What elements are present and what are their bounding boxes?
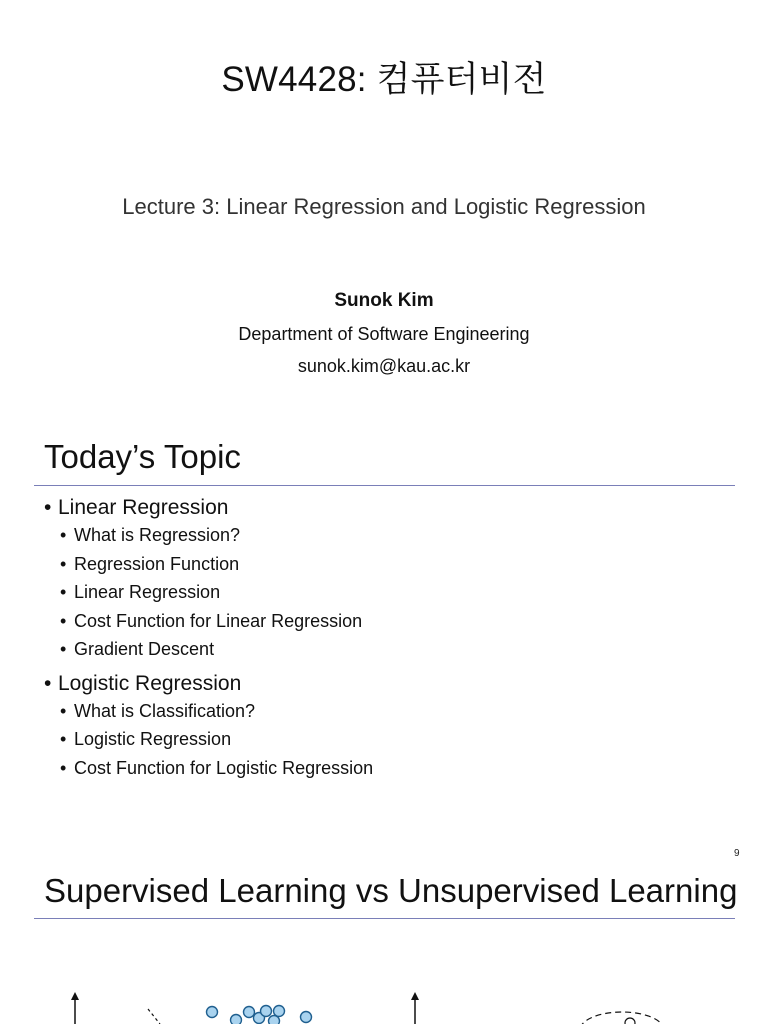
page-number: 9 <box>734 848 740 859</box>
topic-item-label: Cost Function for Linear Regression <box>74 610 363 631</box>
data-point <box>301 1012 312 1023</box>
data-point <box>269 1016 280 1024</box>
heading-divider <box>34 918 735 919</box>
topic-item <box>44 521 724 550</box>
topics-slide <box>0 430 768 850</box>
bullet: • <box>60 729 67 749</box>
department: Department of Software Engineering <box>238 324 530 344</box>
topic-item <box>44 578 724 607</box>
learning-figure-partial <box>0 990 768 1024</box>
topics-heading: Today’s Topic <box>44 438 241 475</box>
author-name: Sunok Kim <box>334 290 434 311</box>
bullet: • <box>60 639 67 659</box>
data-point <box>625 1018 635 1024</box>
supervised-heading: Supervised Learning vs Unsupervised Learning <box>44 872 738 909</box>
bullet: • <box>60 582 67 602</box>
topic-item-label: Regression Function <box>74 553 240 574</box>
topic-item <box>44 550 724 579</box>
topic-item-label: What is Regression? <box>74 525 241 545</box>
topic-section-label: Logistic Regression <box>58 671 242 695</box>
bullet: • <box>44 496 52 519</box>
dashed-boundary <box>148 1009 160 1024</box>
topic-section <box>44 494 724 521</box>
topic-list <box>44 494 724 782</box>
topic-item-label: Gradient Descent <box>74 639 215 659</box>
data-point <box>274 1006 285 1017</box>
data-point <box>207 1007 218 1018</box>
bullet: • <box>60 757 67 778</box>
topic-item-label: Cost Function for Logistic Regression <box>74 757 374 778</box>
supervised-slide <box>0 840 768 1024</box>
topic-item <box>44 635 724 664</box>
bullet: • <box>60 610 67 631</box>
right-axis-arrow <box>411 992 419 1024</box>
topic-item <box>44 697 724 726</box>
bullet: • <box>60 525 67 545</box>
bullet: • <box>60 700 67 721</box>
topic-item <box>44 607 724 636</box>
left-axis-arrow <box>71 992 79 1024</box>
topic-item <box>44 754 724 783</box>
cluster-outline <box>580 1012 664 1024</box>
data-point <box>261 1006 272 1017</box>
topic-section <box>44 670 724 697</box>
topic-item-label: Logistic Regression <box>74 729 232 749</box>
lecture-title: Lecture 3: Linear Regression and Logistic Regression <box>122 194 646 219</box>
data-points <box>207 1006 312 1024</box>
topic-item <box>44 725 724 754</box>
bullet: • <box>44 671 52 695</box>
topic-item-label: Linear Regression <box>74 582 221 602</box>
heading-divider <box>34 485 735 486</box>
topic-section-label: Linear Regression <box>58 496 229 519</box>
topic-item-label: What is Classification? <box>74 700 256 721</box>
data-point <box>231 1015 242 1024</box>
author-email: sunok.kim@kau.ac.kr <box>297 356 471 376</box>
course-title: SW4428: 컴퓨터비전 <box>221 60 547 99</box>
bullet: • <box>60 553 67 574</box>
title-slide <box>0 0 768 420</box>
data-point <box>244 1007 255 1018</box>
